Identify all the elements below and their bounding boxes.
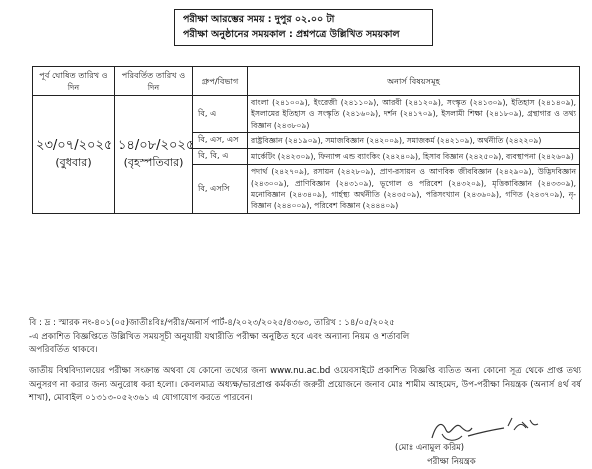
group-cell: বি, এসসি	[193, 165, 248, 214]
exam-duration: পরীক্ষা অনুষ্ঠানের সময়কাল : প্রশ্নপত্রে উল্লিখিত সময়কাল	[183, 29, 400, 40]
prev-day: (বুধবার)	[55, 156, 92, 170]
schedule-table	[32, 66, 580, 214]
header-changed-date: পরিবর্তিত তারিখ ও দিন	[115, 67, 193, 96]
subjects-cell: রাষ্ট্রবিজ্ঞান (২৪১৯০৯), সমাজবিজ্ঞান (২৪২০০৯), সমাজকর্ম (২৪২১০৯), অর্থনীতি (২৪২২০৯)	[248, 133, 580, 149]
exam-start-time: পরীক্ষা আরম্ভের সময় : দুপুর ০২.০০ টা	[183, 14, 335, 25]
group-cell: বি, বি, এ	[193, 149, 248, 165]
subjects-cell: মার্কেটিং (২৪২৩০৯), ফিন্যান্স এন্ড ব্যাংকিং (২৪২৪০৯), হিসাব বিজ্ঞান (২৪২৫০৯), ব্যবস্থাপনা (২৪২৬০৯)	[248, 149, 580, 165]
special-note	[29, 317, 581, 358]
new-date-cell	[115, 96, 193, 214]
table-row	[33, 96, 580, 133]
prev-date-cell	[33, 96, 115, 214]
new-date: ১৪/০৮/২০২৫	[118, 138, 195, 154]
new-day: (বৃহস্পতিবার)	[123, 156, 184, 170]
signatory-title: পরীক্ষা নিয়ন্ত্রক	[427, 456, 476, 466]
group-cell: বি, এ	[193, 96, 248, 133]
note-line: অপরিবর্তিত থাকবে।	[29, 345, 98, 355]
header-subjects: অনার্স বিষয়সমূহ	[248, 67, 580, 96]
subjects-cell: বাংলা (২৪১০০৯), ইংরেজী (২৪১১০৯), আরবী (২৪১২০৯), সংস্কৃত (২৪১৩০৯), ইতিহাস (২৪১৪০৯), ইসলামের ইতিহাস ও সংস্কৃতি (২৪১৬০৯), দর্শন (২৪১৭০৯), ইসলামী শিক্ষা (২৪১৮০৯), গ্রন্থাগার ও তথ্য বিজ্ঞান (২৪৩৮০৯)	[248, 96, 580, 133]
exam-time-box	[174, 9, 433, 46]
signatory-name: (মোঃ এনামুল করিম)	[395, 442, 465, 452]
group-cell: বি, এস, এস	[193, 133, 248, 149]
prev-date: ২৩/০৭/২০২৫	[36, 138, 113, 154]
schedule-header-row	[33, 67, 580, 96]
note-line: বি : দ্র : স্মারক নং-৪০১(০৫)জাতীঃবিঃ/পরীঃ/অনার্স পার্ট-৪/২০২৩/২০২৫/৪৩৬৩, তারিখ : ১৪/০৫/২০২৫	[29, 318, 395, 328]
subjects-cell: পদার্থ (২৪২৭০৯), রসায়ন (২৪২৮০৯), প্রাণ-রসায়ন ও আণবিক জীববিজ্ঞান (২৪২৯০৯), উদ্ভিদবিজ্ঞান (২৪৩০০৯), প্রাণিবিজ্ঞান (২৪৩১০৯), ভূগোল ও পরিবেশ (২৪৩২০৯), মৃত্তিকাবিজ্ঞান (২৪৩৩০৯), মনোবিজ্ঞান (২৪৩৪০৯), গার্হস্থ্য অর্থনীতি (২৪৩৫০৯), পরিসংখ্যান (২৪৩৬০৯), গণিত (২৪৩৭০৯), নৃ-বিজ্ঞান (২৪৪০০৯), পরিবেশ বিজ্ঞান (২৪৪৪০৯)	[248, 165, 580, 214]
header-prev-date: পূর্ব ঘোষিত তারিখ ও দিন	[33, 67, 115, 96]
header-group: গ্রুপ/বিভাগ	[193, 67, 248, 96]
note-line: -এ প্রকাশিত বিজ্ঞপ্তিতে উল্লিখিত সময়সূচী অনুযায়ী যথারীতি পরীক্ষা অনুষ্ঠিত হবে এবং অন্যান্য নিয়ম ও শর্তাবলি	[29, 331, 410, 342]
info-paragraph: জাতীয় বিশ্ববিদ্যালয়ের পরীক্ষা সংক্রান্ত অথবা যে কোনো তথ্যের জন্য www.nu.ac.bd ওয়েবসাইটে প্রকাশিত বিজ্ঞপ্তি ব্যতিত অন্য কোনো সূত্র থেকে প্রাপ্ত তথ্য অনুসরণ না করার জন্য অনুরোধ করা হলো। কেবলমাত্র অধ্যক্ষ/ভারপ্রাপ্ত কর্মকর্তা জরুরী প্রয়োজনে জনাব মোঃ শামীম আহমেদ, উপ-পরীক্ষা নিয়ন্ত্রক (অনার্স ৪র্থ বর্ষ শাখা), মোবাইল ০১৩১৩-০৫২৩৬১ এ যোগাযোগ করতে পারবেন।	[29, 366, 581, 403]
